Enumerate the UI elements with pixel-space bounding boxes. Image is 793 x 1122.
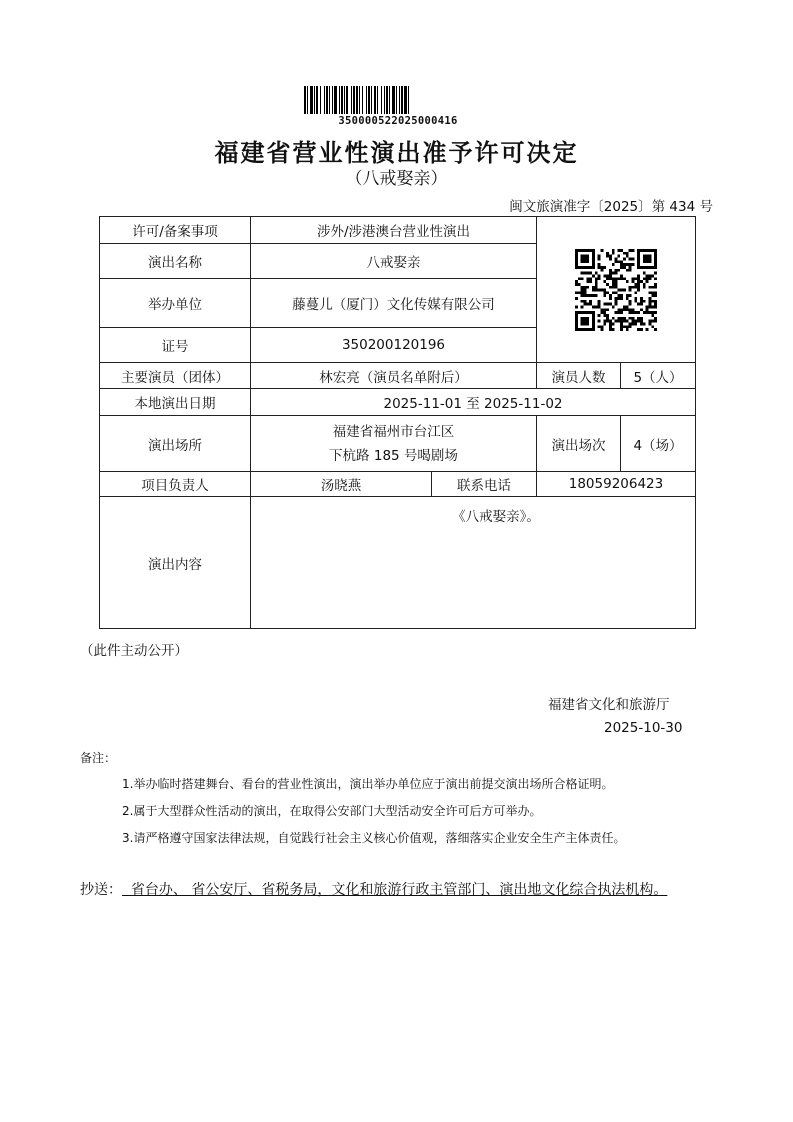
- venue-line-1: 福建省福州市台江区: [332, 423, 455, 440]
- label-project-manager: 项目负责人: [100, 472, 251, 497]
- document-subtitle: （八戒娶亲）: [345, 169, 448, 189]
- cc-recipients: 省台办、 省公安厅、省税务局，文化和旅游行政主管部门、演出地文化综合执法机构。: [122, 882, 668, 898]
- document-number: 闽文旅演准字〔2025〕第 434 号: [509, 199, 713, 215]
- label-show-content: 演出内容: [100, 497, 251, 629]
- remark-item-2: 2.属于大型群众性活动的演出，在取得公安部门大型活动安全许可后方可举办。: [122, 804, 542, 818]
- value-license-number: 350200120196: [251, 328, 537, 363]
- label-main-performers: 主要演员（团体）: [100, 363, 251, 389]
- issuing-authority: 福建省文化和旅游厅: [548, 697, 670, 713]
- label-show-name: 演出名称: [100, 244, 251, 279]
- permit-table: [99, 216, 696, 629]
- label-performer-count: 演员人数: [537, 363, 621, 389]
- qr-code-icon: [575, 249, 657, 331]
- carbon-copy: [80, 878, 720, 903]
- qr-code-cell: [537, 217, 696, 363]
- label-local-dates: 本地演出日期: [100, 389, 251, 416]
- remark-item-1: 1.举办临时搭建舞台、看台的营业性演出，演出举办单位应于演出前提交演出场所合格证明。: [122, 777, 614, 791]
- document-title: 福建省营业性演出准予许可决定: [214, 139, 579, 167]
- public-disclosure-note: （此件主动公开）: [80, 643, 188, 659]
- remark-item-3: 3.请严格遵守国家法律法规，自觉践行社会主义核心价值观，落细落实企业安全生产主体责任。: [122, 831, 626, 845]
- value-contact-phone: 18059206423: [537, 472, 696, 497]
- value-performer-count: 5（人）: [621, 363, 696, 389]
- barcode-number: 350000522025000416: [338, 115, 458, 127]
- barcode: [304, 86, 492, 114]
- table-row: [100, 389, 696, 416]
- table-row: [100, 416, 696, 472]
- label-organizer: 举办单位: [100, 279, 251, 328]
- label-contact-phone: 联系电话: [432, 472, 537, 497]
- cc-label: 抄送：: [80, 882, 122, 898]
- value-project-manager: 汤晓燕: [251, 472, 432, 497]
- value-show-content: 《八戒娶亲》。: [251, 497, 696, 629]
- label-venue: 演出场所: [100, 416, 251, 472]
- value-main-performers: 林宏亮（演员名单附后）: [251, 363, 537, 389]
- table-row: [100, 217, 696, 244]
- table-row: [100, 363, 696, 389]
- value-venue: [251, 416, 537, 472]
- issue-date: 2025-10-30: [604, 720, 683, 736]
- venue-line-2: 下杭路 185 号喝剧场: [329, 447, 458, 464]
- label-permit-item: 许可/备案事项: [100, 217, 251, 244]
- value-local-dates: 2025-11-01 至 2025-11-02: [251, 389, 696, 416]
- value-show-name: 八戒娶亲: [251, 244, 537, 279]
- table-row: [100, 497, 696, 629]
- table-row: [100, 472, 696, 497]
- remarks-title: 备注：: [80, 751, 117, 765]
- value-permit-item: 涉外/涉港澳台营业性演出: [251, 217, 537, 244]
- label-license-number: 证号: [100, 328, 251, 363]
- label-session-count: 演出场次: [537, 416, 621, 472]
- value-organizer: 藤蔓儿（厦门）文化传媒有限公司: [251, 279, 537, 328]
- value-session-count: 4（场）: [621, 416, 696, 472]
